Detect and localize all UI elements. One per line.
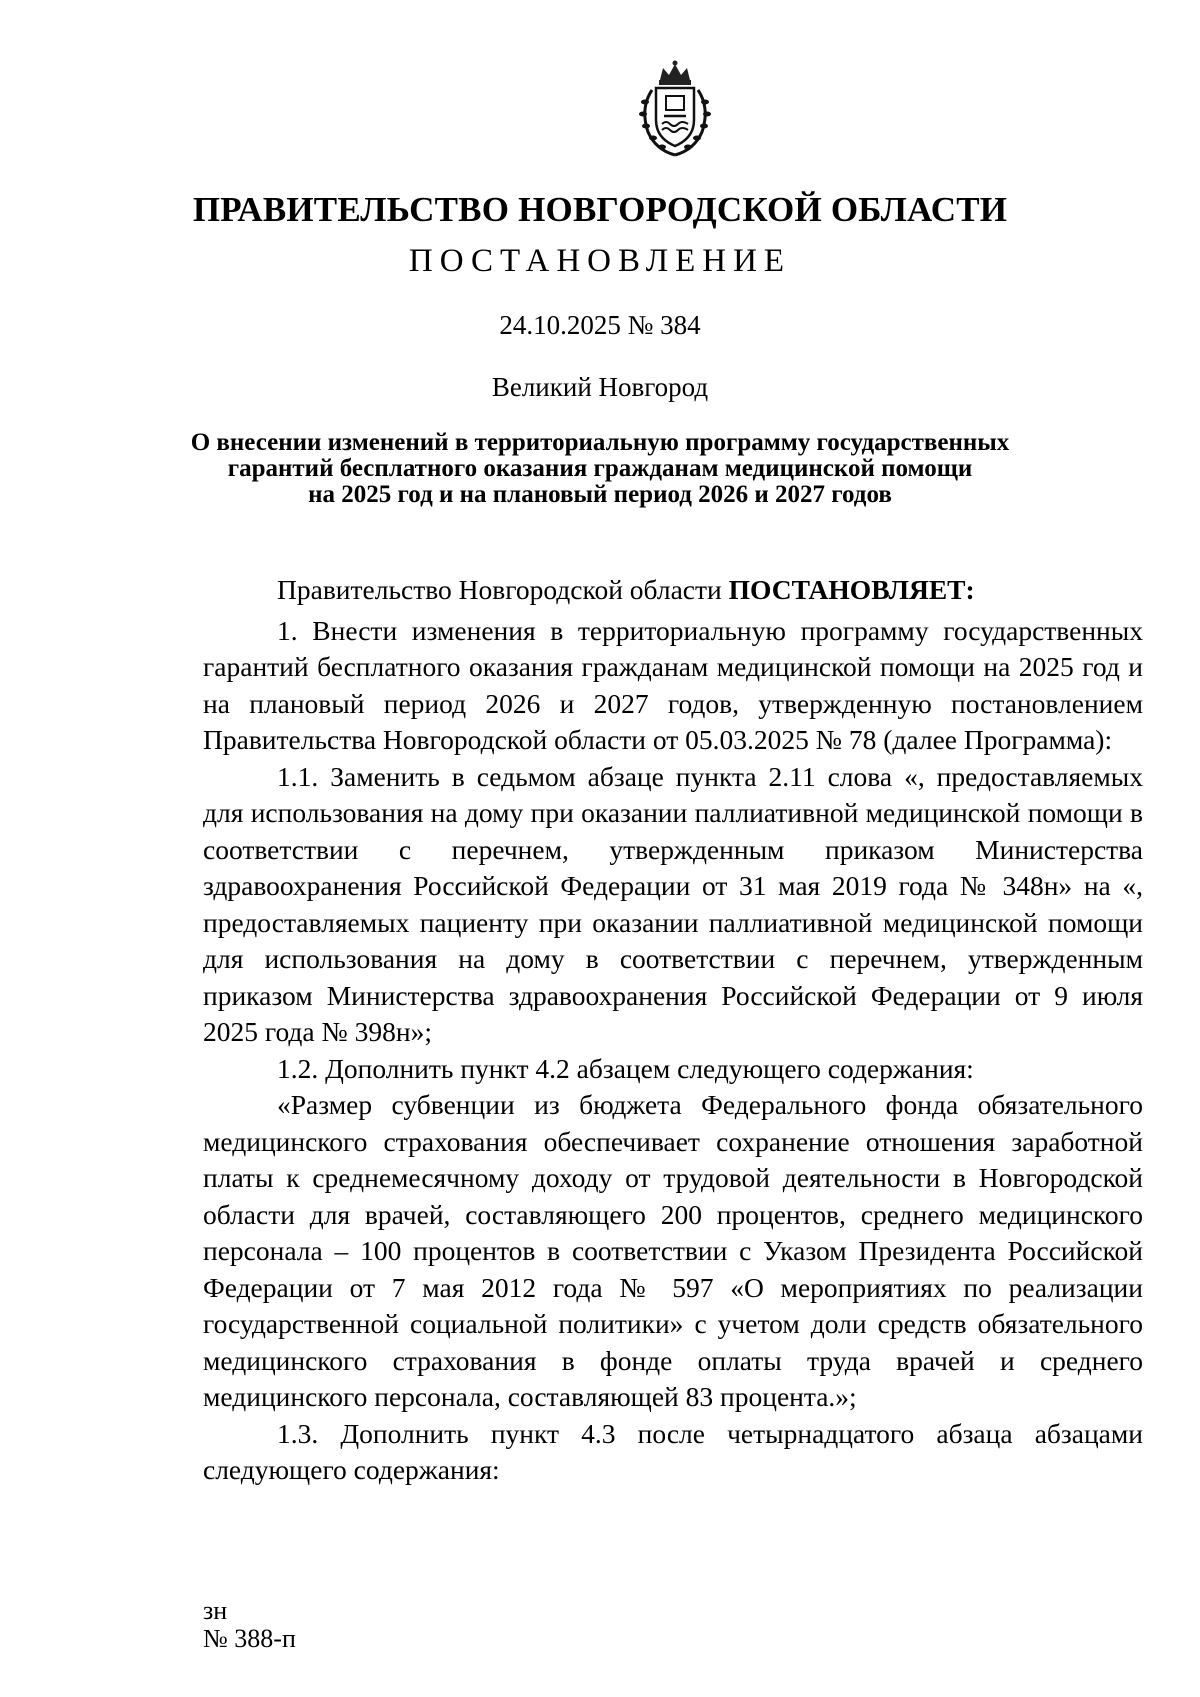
novgorod-coat-of-arms-icon [630,58,720,158]
document-subject [150,430,1050,508]
paragraph-1-1: 1.1. Заменить в седьмом абзаце пункта 2.11 слова «, предоставляемых для использования на дому при оказании паллиативной медицинской помощи в соответствии с перечнем, утвержденным приказом Министерства здравоохранения Российской Федерации от 31 мая 2019 года № 348н» на «, предоставляемых пациенту при оказании паллиативной медицинской помощи для использования на дому в соответствии с перечнем, утвержденным приказом Министерства здравоохранения Российской Федерации от 9 июля 2025 года № 398н»; [203,760,1143,1047]
paragraph-1-3: 1.3. Дополнить пункт 4.3 после четырнадцатого абзаца абзацами следующего содержания: [203,1417,1143,1485]
document-body [203,572,1143,1489]
document-type: ПОСТАНОВЛЕНИЕ [408,243,792,279]
subject-line: О внесении изменений в территориальную программу государственных [190,429,1010,456]
intro-text: Правительство Новгородской области [277,574,729,605]
resolution-intro [203,572,1143,609]
subject-line: на 2025 год и на плановый период 2026 и 2027 годов [308,481,892,508]
footer-initials: зн [203,1596,228,1625]
document-place: Великий Новгород [491,372,709,402]
resolution-keyword: ПОСТАНОВЛЯЕТ: [728,574,975,605]
organization-title: ПРАВИТЕЛЬСТВО НОВГОРОДСКОЙ ОБЛАСТИ [192,190,1008,229]
footer-registration-number: № 388-п [203,1624,296,1653]
paragraph-1-2: 1.2. Дополнить пункт 4.2 абзацем следующего содержания: [277,1052,974,1084]
subject-line: гарантий бесплатного оказания гражданам медицинской помощи [227,455,973,482]
footer-note [203,1597,296,1653]
paragraph-1: 1. Внести изменения в территориальную программу государственных гарантий бесплатного оказания гражданам медицинской помощи на 2025 год и на плановый период 2026 и 2027 годов, утвержденную постановлением Правительства Новгородской области от 05.03.2025 № 78 (далее Программа): [203,614,1143,755]
paragraph-1-2-quote: «Размер субвенции из бюджета Федерального фонда обязательного медицинского страхования обеспечивает сохранение отношения заработной платы к среднемесячному доходу от трудовой деятельности в Новгородской области для врачей, составляющего 200 процентов, среднего медицинского персонала – 100 процентов в соответствии с Указом Президента Российской Федерации от 7 мая 2012 года № 597 «О мероприятиях по реализации государственной социальной политики» с учетом доли средств обязательного медицинского страхования в фонде оплаты труда врачей и среднего медицинского персонала, составляющей 83 процента.»; [203,1089,1143,1412]
document-date-number: 24.10.2025 № 384 [499,310,701,340]
